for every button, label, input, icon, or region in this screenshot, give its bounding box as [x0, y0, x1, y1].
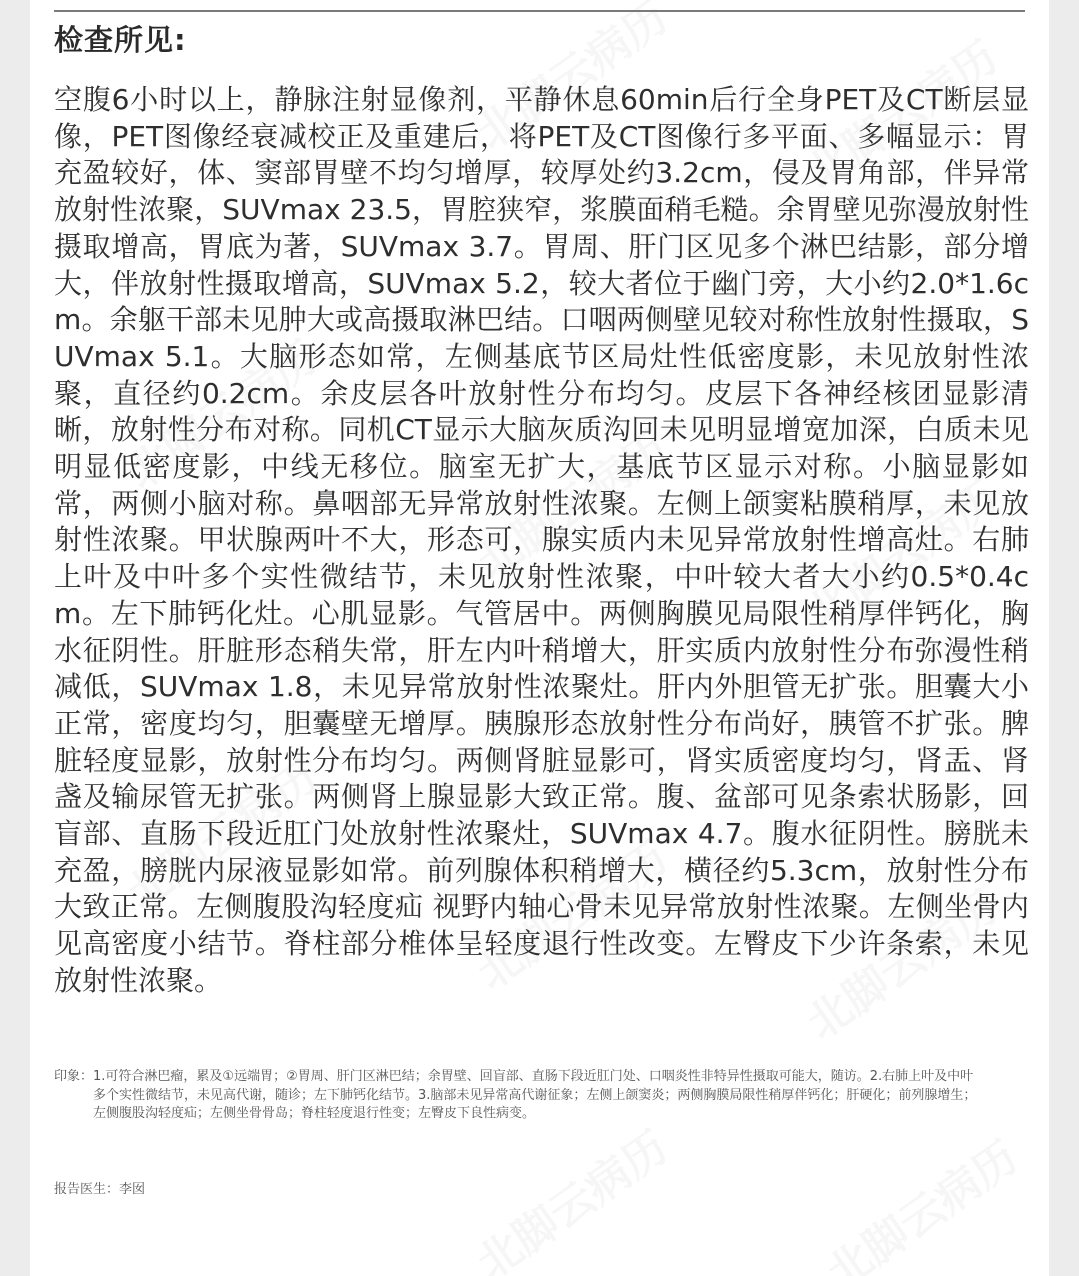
watermark-text	[812, 1123, 1029, 1276]
findings-text: 空腹6小时以上，静脉注射显像剂，平静休息60min后行全身PET及CT断层显像，PET图像经衰减校正及重建后，将PET及CT图像行多平面、多幅显示：胃充盈较好，体、窦部胃壁不均匀增厚，较厚处约3.2cm，侵及胃角部，伴异常放射性浓聚，SUVmax 23.5，胃腔狭窄，浆膜面稍毛糙。余胃壁见弥漫放射性摄取增高，胃底为著，SUVmax 3.7。胃周、肝门区见多个淋巴结影，部分增大，伴放射性摄取增高，SUVmax 5.2，较大者位于幽门旁，大小约2.0*1.6cm。余躯干部未见肿大或高摄取淋巴结。口咽两侧壁见较对称性放射性摄取，SUVmax 5.1。大脑形态如常，左侧基底节区局灶性低密度影，未见放射性浓聚，直径约0.2cm。余皮层各叶放射性分布均匀。皮层下各神经核团显影清晰，放射性分布对称。同机CT显示大脑灰质沟回未见明显增宽加深，白质未见明显低密度影，中线无移位。脑室无扩大，基底节区显示对称。小脑显影如常，两侧小脑对称。鼻咽部无异常放射性浓聚。左侧上颌窦粘膜稍厚，未见放射性浓聚。甲状腺两叶不大，形态可，腺实质内未见异常放射性增高灶。右肺上叶及中叶多个实性微结节，未见放射性浓聚，中叶较大者大小约0.5*0.4cm。左下肺钙化灶。心肌显影。气管居中。两侧胸膜见局限性稍厚伴钙化，胸水征阴性。肝脏形态稍失常，肝左内叶稍增大，肝实质内放射性分布弥漫性稍减低，SUVmax 1.8，未见异常放射性浓聚灶。肝内外胆管无扩张。胆囊大小正常，密度均匀，胆囊壁无增厚。胰腺形态放射性分布尚好，胰管不扩张。脾脏轻度显影，放射性分布均匀。两侧肾脏显影可，肾实质密度均匀，肾盂、肾盏及输尿管无扩张。两侧肾上腺显影大致正常。腹、盆部可见条索状肠影，回盲部、直肠下段近肛门处放射性浓聚灶，SUVmax 4.7。腹水征阴性。膀胱未充盈，膀胱内尿液显影如常。前列腺体积稍增大，横径约5.3cm，放射性分布大致正常。左侧腹股沟轻度疝 视野内轴心骨未见异常放射性浓聚。左侧坐骨内见高密度小结节。脊柱部分椎体呈轻度退行性改变。左臀皮下少许条索，未见放射性浓聚。	[54, 83, 1029, 997]
impression-label: 印象：	[54, 1069, 94, 1084]
top-divider	[54, 10, 1025, 12]
findings-heading: 检查所见:	[54, 23, 187, 57]
reporting-doctor: 报告医生：李囡	[54, 1182, 146, 1197]
impression-text: 1.可符合淋巴瘤，累及①远端胃；②胃周、肝门区淋巴结；余胃壁、回盲部、直肠下段近肛门处、口咽炎性非特异性摄取可能大，随访。2.右肺上叶及中叶多个实性微结节，未见高代谢，随诊；左下肺钙化结节。3.脑部未见异常高代谢征象；左侧上颌窦炎；两侧胸膜局限性稍厚伴钙化；肝硬化；前列腺增生；左侧腹股沟轻度疝；左侧坐骨骨岛；脊柱轻度退行性变；左臀皮下良性病变。	[93, 1069, 977, 1121]
impression-section	[54, 1068, 984, 1124]
report-card	[30, 0, 1049, 1276]
watermark-text	[462, 1113, 679, 1276]
